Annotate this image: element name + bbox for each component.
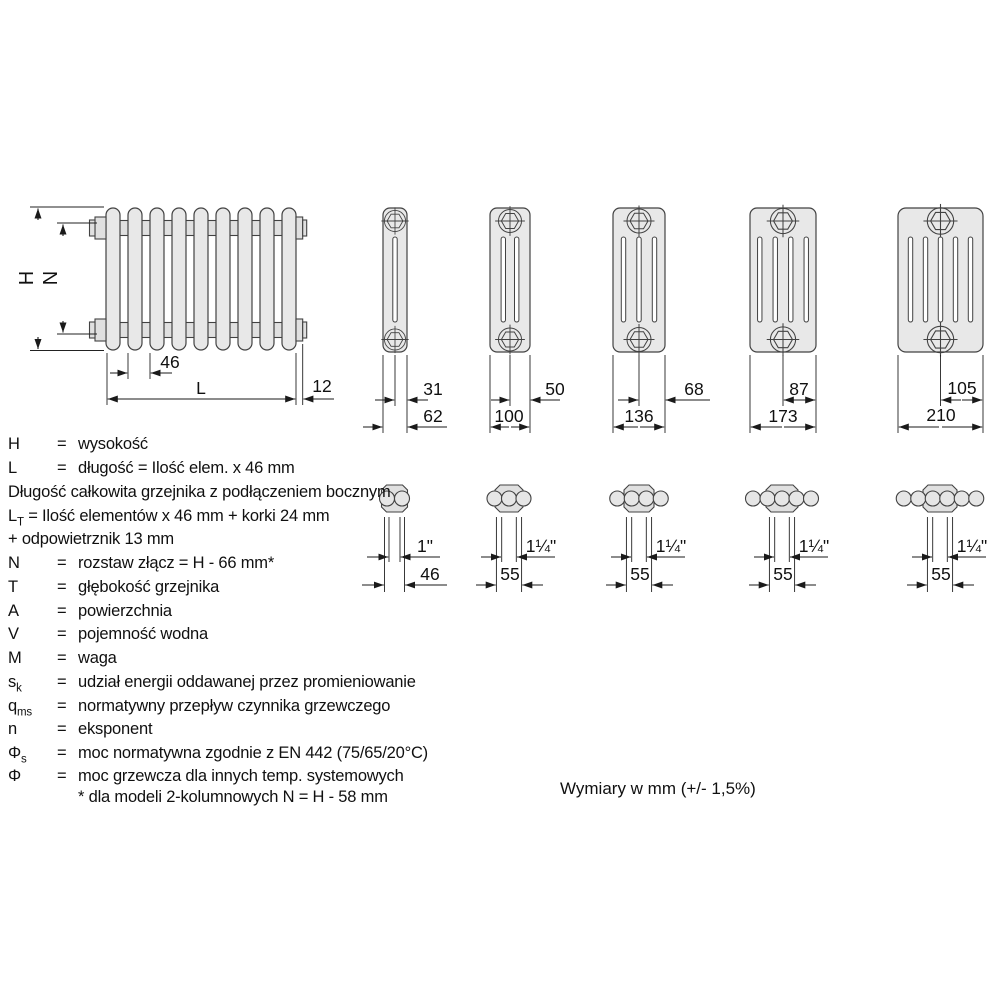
dim-half-depth-6col: 105 (947, 378, 977, 398)
side-view-4col (613, 206, 710, 434)
top-view-6col (896, 485, 987, 592)
legend-row-N: N = rozstaw złącz = H - 66 mm* (8, 554, 275, 572)
legend-row-qms: $q_{ms}$ = normatywny przepływ czynnika grzewczego (8, 697, 391, 719)
side-view-5col (750, 205, 816, 433)
radiator-elements (106, 208, 296, 350)
dim-label-length-L: L (196, 378, 206, 398)
dim-label-element-pitch: 46 (160, 352, 180, 372)
side-view-6col (898, 204, 983, 433)
legend-row-phi-s: $\Phi_s$ = moc normatywna zgodnie z EN 442 (75/65/20°C) (8, 744, 428, 766)
dim-pitch-6col: 55 (931, 564, 951, 584)
label-node-spacing-N: N (40, 270, 62, 286)
legend-row-phi: Φ = moc grzewcza dla innych temp. systemowych (8, 767, 404, 785)
dim-pitch-3col: 55 (500, 564, 520, 584)
legend-row-H: H = wysokość (8, 435, 148, 453)
dim-depth-6col: 210 (926, 405, 956, 425)
legend-row-M: M = waga (8, 649, 117, 667)
side-view-2col (363, 207, 447, 433)
top-view-5col (746, 485, 830, 592)
dim-pitch-2col: 46 (420, 564, 440, 584)
legend-row-V: V = pojemność wodna (8, 625, 208, 643)
top-view-3col (476, 485, 556, 592)
dim-depth-3col: 100 (494, 406, 524, 426)
legend-row-footnote-2col: * dla modeli 2-kolumnowych N = H - 58 mm (78, 788, 388, 806)
dim-connection-2col: 1" (417, 536, 433, 556)
dim-half-depth-4col: 68 (684, 379, 704, 399)
dim-depth-4col: 136 (624, 406, 654, 426)
length-dimensions (107, 344, 334, 405)
dim-depth-2col: 62 (423, 406, 443, 426)
dim-pitch-5col: 55 (773, 564, 793, 584)
legend-row-L: L = długość = Ilość elem. x 46 mm (8, 459, 295, 477)
dim-connection-4col: 1¼" (655, 536, 687, 556)
dimensions-note: Wymiary w mm (+/- 1,5%) (560, 779, 756, 798)
side-view-3col (490, 206, 565, 433)
dim-half-depth-3col: 50 (545, 379, 565, 399)
dim-half-depth-2col: 31 (423, 379, 443, 399)
legend-row-total-length-title: Długość całkowita grzejnika z podłączeniem bocznym (8, 483, 391, 501)
dim-depth-5col: 173 (768, 406, 798, 426)
dim-pitch-4col: 55 (630, 564, 650, 584)
dim-label-side-plug: 12 (312, 376, 332, 396)
legend-row-A: A = powierzchnia (8, 602, 172, 620)
dim-connection-5col: 1¼" (798, 536, 830, 556)
legend-row-air-vent: + odpowietrznik 13 mm (8, 530, 174, 548)
dim-connection-6col: 1¼" (956, 536, 988, 556)
front-view (16, 207, 334, 405)
legend-row-LT: $L_T$ = Ilość elementów x 46 mm + korki 24 mm (8, 507, 330, 529)
dim-half-depth-5col: 87 (789, 379, 809, 399)
legend-row-sk: $s_k$ = udział energii oddawanej przez promieniowanie (8, 673, 416, 695)
dim-connection-3col: 1¼" (525, 536, 557, 556)
legend-row-n: n = eksponent (8, 720, 153, 738)
legend-row-T: T = głębokość grzejnika (8, 578, 220, 596)
label-height-H: H (16, 270, 38, 286)
top-view-4col (606, 485, 686, 592)
